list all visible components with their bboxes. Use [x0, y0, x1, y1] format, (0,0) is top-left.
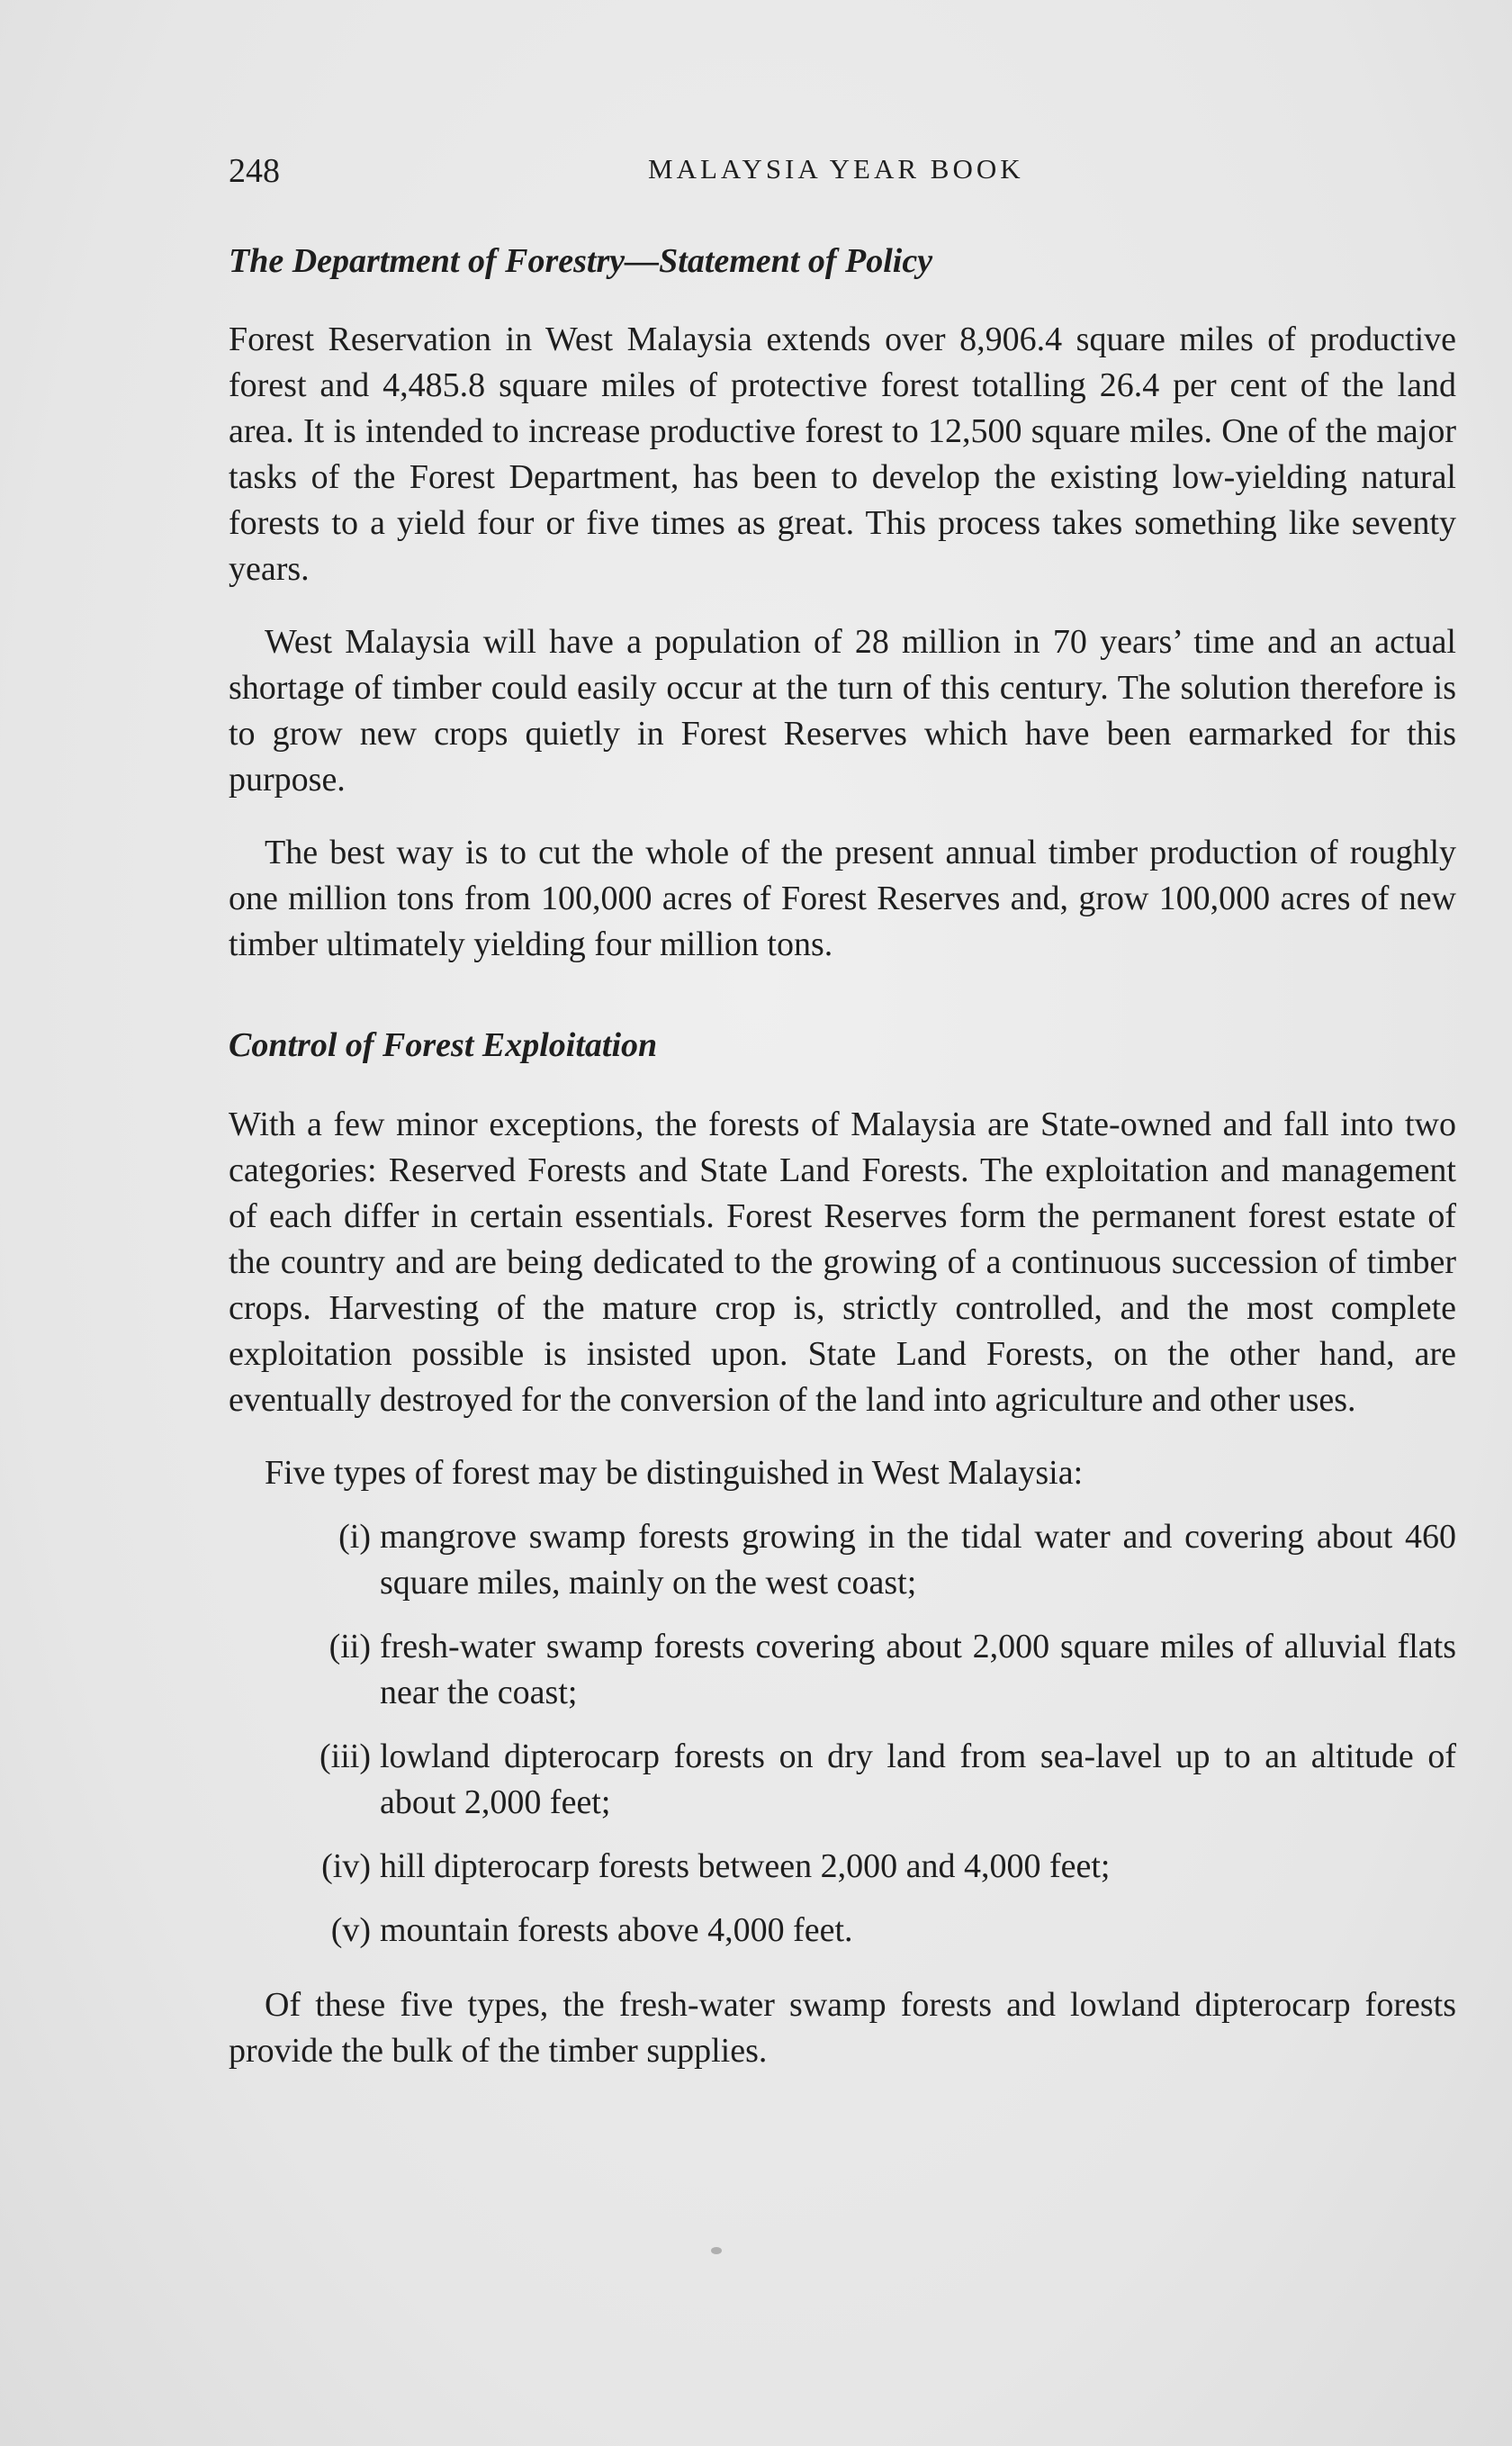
running-title: MALAYSIA YEAR BOOK — [648, 153, 1024, 185]
page-number: 248 — [229, 152, 280, 190]
list-item — [229, 1908, 1456, 1954]
list-item-text: fresh-water swamp forests covering about 2,000 square miles of alluvial flats near the coast; — [380, 1628, 1456, 1712]
paragraph: With a few minor exceptions, the forests of Malaysia are State-owned and fall into two categories: Reserved Forests and State Land Forests. The exploitation and management of each differ in certain essentials. Forest Reserves form the permanent forest estate of the country and are being dedicated to the growing of a continuous succession of timber crops. Harvesting of the mature crop is, strictly controlled, and the most complete exploitation possible is insisted upon. State Land Forests, on the other hand, are eventually destroyed for the conversion of the land into agriculture and other uses. — [229, 1106, 1456, 1420]
list-item-text: mountain forests above 4,000 feet. — [380, 1911, 853, 1950]
paragraph: Forest Reservation in West Malaysia extends over 8,906.4 square miles of productive forest and 4,485.8 square miles of protective forest totalling 26.4 per cent of the land area. It is intended to increase productive forest to 12,500 square miles. One of the major tasks of the Forest Department, has been to develop the existing low-yielding natural forests to a yield four or five times as great. This process takes something like seventy years. — [229, 320, 1456, 588]
section-heading-forestry-policy: The Department of Forestry—Statement of Policy — [229, 242, 933, 280]
running-head — [229, 144, 1456, 198]
forest-types-list — [229, 1514, 1456, 1954]
list-item — [229, 1734, 1456, 1826]
list-item-number: (ii) — [328, 1628, 371, 1666]
list-item — [229, 1844, 1456, 1890]
list-item-text: hill dipterocarp forests between 2,000 and 4,000 feet; — [380, 1847, 1111, 1886]
list-item-number: (iv) — [321, 1847, 371, 1886]
paragraph: The best way is to cut the whole of the present annual timber production of roughly one million tons from 100,000 acres of Forest Reserves and, grow 100,000 acres of new timber ultimately yielding four million tons. — [229, 833, 1456, 963]
list-item-number: (v) — [330, 1911, 371, 1950]
list-item — [229, 1624, 1456, 1716]
paragraph: West Malaysia will have a population of 28 million in 70 years’ time and an actual shortage of timber could easily occur at the turn of this century. The solution therefore is to grow new crops quietly in Forest Reserves which have been earmarked for this purpose. — [229, 622, 1456, 799]
section-heading-forest-exploitation: Control of Forest Exploitation — [229, 1025, 658, 1064]
list-item-text: mangrove swamp forests growing in the tidal water and covering about 460 square miles, mainly on the west coast; — [380, 1518, 1456, 1602]
paragraph: Five types of forest may be distinguished in West Malaysia: — [265, 1454, 1084, 1493]
paper-speck — [711, 2247, 722, 2254]
page-content — [229, 144, 1456, 2074]
list-item-number: (i) — [338, 1518, 371, 1557]
list-item-number: (iii) — [320, 1737, 371, 1776]
list-item-text: lowland dipterocarp forests on dry land from sea-lavel up to an altitude of about 2,000 feet; — [380, 1737, 1456, 1822]
closing-paragraph: Of these five types, the fresh-water swamp forests and lowland dipterocarp forests provide the bulk of the timber supplies. — [229, 1986, 1456, 2071]
list-item — [229, 1514, 1456, 1606]
